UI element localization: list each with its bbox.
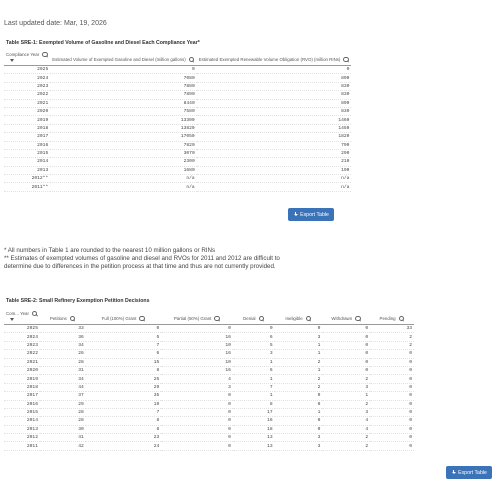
table-row — [4, 124, 351, 132]
table-row — [4, 183, 351, 191]
table-cell: 4 — [322, 425, 370, 433]
table-cell: 0 — [370, 366, 414, 374]
table-cell: 7 — [233, 383, 275, 391]
table-cell: 8 — [233, 400, 275, 408]
table-cell: 10 — [161, 341, 233, 349]
search-icon[interactable] — [139, 316, 145, 322]
table-cell: 19 — [86, 400, 162, 408]
table-cell: 1 — [322, 392, 370, 400]
table-cell: 34 — [40, 341, 86, 349]
table-cell: 15 — [86, 358, 162, 366]
table-cell: 2011 — [4, 442, 40, 450]
table-cell: 2 — [322, 442, 370, 450]
table-cell: 2 — [370, 341, 414, 349]
table-cell: 4 — [161, 375, 233, 383]
table-cell: 1 — [233, 392, 275, 400]
table-cell: 7080 — [50, 74, 197, 82]
search-icon[interactable] — [32, 311, 38, 317]
table-cell: 890 — [197, 74, 352, 82]
table-row — [4, 74, 351, 82]
table-cell: n/a — [50, 175, 197, 183]
table-cell: 13820 — [50, 124, 197, 132]
table-cell: 2 — [275, 358, 323, 366]
table-row — [4, 141, 351, 149]
table-cell: 36 — [40, 333, 86, 341]
table-cell: 7 — [86, 408, 162, 416]
table-cell: 1 — [233, 358, 275, 366]
last-updated-date: Last updated date: Mar, 19, 2026 — [4, 20, 107, 27]
col-denial[interactable]: Denial — [233, 310, 275, 325]
table-cell: 35 — [86, 392, 162, 400]
table-cell: n/a — [197, 183, 352, 191]
table-row — [4, 442, 414, 450]
table-cell: 210 — [197, 158, 352, 166]
table-cell: 13 — [233, 442, 275, 450]
table-cell: 0 — [322, 358, 370, 366]
table2-title: Table SRE-2: Small Refinery Exemption Petition Decisions — [6, 298, 150, 304]
table-row — [4, 325, 414, 333]
table-cell: 42 — [40, 442, 86, 450]
table-cell: 3 — [161, 383, 233, 391]
table-cell: 23 — [86, 434, 162, 442]
table-row — [4, 149, 351, 157]
table-row — [4, 158, 351, 166]
sort-desc-icon[interactable] — [10, 318, 14, 321]
table-row — [4, 166, 351, 174]
table-cell: 830 — [197, 91, 352, 99]
table-cell: 2013 — [4, 166, 50, 174]
table-cell: 0 — [370, 375, 414, 383]
table-cell: 13 — [233, 434, 275, 442]
sort-desc-icon[interactable] — [10, 59, 14, 62]
table-cell: 1 — [275, 350, 323, 358]
search-icon[interactable] — [214, 316, 220, 322]
table-cell: 2023 — [4, 82, 50, 90]
table1-title: Table SRE-1: Exempted Volume of Gasoline and Diesel Each Compliance Year* — [6, 40, 200, 46]
download-icon — [293, 212, 298, 217]
table-cell: 2022 — [4, 91, 50, 99]
table-cell: 0 — [275, 417, 323, 425]
table-cell: 16 — [161, 350, 233, 358]
table-cell: 2012 — [4, 434, 40, 442]
table-cell: 2017 — [4, 133, 50, 141]
table-row — [4, 434, 414, 442]
col-compliance-year[interactable]: Com... Year — [4, 310, 40, 325]
table-cell: 28 — [40, 417, 86, 425]
col-petitions[interactable]: Petitions — [40, 310, 86, 325]
table-cell: 2 — [322, 434, 370, 442]
table-cell: 0 — [275, 392, 323, 400]
note-2: ** Estimates of exempted volumes of gasoline and diesel and RVOs for 2011 and 2012 are difficult to determine due to differences in the petition process at that time and thus are not currently provided. — [4, 255, 280, 271]
table-cell: 0 — [370, 392, 414, 400]
table-cell: 6 — [86, 350, 162, 358]
table-cell: 2 — [275, 383, 323, 391]
table-cell: 7880 — [50, 82, 197, 90]
table-cell: 2013 — [4, 425, 40, 433]
table-row — [4, 358, 414, 366]
table-cell: 1 — [275, 408, 323, 416]
table-cell: 0 — [322, 341, 370, 349]
table-row — [4, 99, 351, 107]
table-cell: 2020 — [4, 366, 40, 374]
table-cell: 2300 — [50, 158, 197, 166]
table-cell: 2024 — [4, 74, 50, 82]
table-cell: 2019 — [4, 116, 50, 124]
table-cell: 13300 — [50, 116, 197, 124]
table-cell: 16 — [233, 417, 275, 425]
table-cell: 0 — [370, 400, 414, 408]
search-icon[interactable] — [189, 57, 195, 63]
table-cell: 29 — [86, 383, 162, 391]
table-cell: 1 — [275, 366, 323, 374]
table-cell: 6 — [233, 366, 275, 374]
table-cell: 6 — [233, 333, 275, 341]
table-cell: 3 — [322, 383, 370, 391]
table-row — [4, 383, 414, 391]
col-exempted-gallons[interactable]: Estimated Volume of Exempted Gasoline and Diesel (million gallons) — [50, 51, 197, 66]
table-row — [4, 366, 414, 374]
table-cell: 1820 — [197, 133, 352, 141]
table-row — [4, 133, 351, 141]
table-row — [4, 91, 351, 99]
table-cell: 4 — [322, 417, 370, 425]
table-cell: 2 — [322, 400, 370, 408]
petition-decisions-table — [4, 310, 414, 451]
table-cell: 0 — [370, 358, 414, 366]
table-cell: 7580 — [50, 107, 197, 115]
table-cell: 0 — [322, 350, 370, 358]
table-cell: 0 — [370, 383, 414, 391]
note-1: * All numbers in Table 1 are rounded to the nearest 10 million gallons or RINs — [4, 247, 216, 254]
search-icon[interactable] — [399, 316, 405, 322]
table-cell: 2016 — [4, 141, 50, 149]
table-cell: 2021 — [4, 99, 50, 107]
table-cell: 8 — [86, 417, 162, 425]
table-cell: 5 — [233, 341, 275, 349]
table-cell: 8 — [86, 366, 162, 374]
table-cell: 190 — [197, 166, 352, 174]
table-cell: 30 — [40, 425, 86, 433]
table-row — [4, 408, 414, 416]
table-cell: 3 — [275, 442, 323, 450]
search-icon[interactable] — [42, 52, 48, 58]
table-cell: 24 — [86, 442, 162, 450]
table-cell: 34 — [40, 375, 86, 383]
table-cell: 3 — [233, 350, 275, 358]
table-cell: 8440 — [50, 99, 197, 107]
search-icon[interactable] — [306, 316, 312, 322]
table-cell: 7 — [86, 341, 162, 349]
table-cell: 2014 — [4, 417, 40, 425]
download-icon — [451, 470, 456, 475]
table-cell: 8 — [86, 425, 162, 433]
table-cell: 7820 — [50, 141, 197, 149]
table-row — [4, 107, 351, 115]
table-cell: 2014 — [4, 158, 50, 166]
table-cell: 33 — [40, 325, 86, 333]
table-cell: 1 — [233, 375, 275, 383]
table-row — [4, 417, 414, 425]
table-cell: 2022 — [4, 350, 40, 358]
table-row — [4, 333, 414, 341]
table-cell: 830 — [197, 107, 352, 115]
table-cell: 1450 — [197, 124, 352, 132]
table-cell: n/a — [50, 183, 197, 191]
table-cell: 1 — [275, 341, 323, 349]
table-cell: 17 — [233, 408, 275, 416]
table-cell: 2018 — [4, 383, 40, 391]
table-cell: 2015 — [4, 149, 50, 157]
table-cell: 2 — [370, 333, 414, 341]
col-ineligible[interactable]: Ineligible — [275, 310, 323, 325]
table-cell: 2020 — [4, 107, 50, 115]
table-row — [4, 350, 414, 358]
table-cell: 2018 — [4, 124, 50, 132]
table-cell: 16 — [161, 333, 233, 341]
table-cell: 0 — [370, 442, 414, 450]
table-cell: n/a — [197, 175, 352, 183]
table-cell: 0 — [86, 325, 162, 333]
search-icon[interactable] — [70, 316, 76, 322]
table-cell: 2021 — [4, 358, 40, 366]
search-icon[interactable] — [343, 57, 349, 63]
table-cell: 37 — [40, 392, 86, 400]
search-icon[interactable] — [259, 316, 265, 322]
col-exempted-rvo[interactable]: Estimated Exempted Renewable Volume Obligation (RVO) (million RINs) — [197, 51, 352, 66]
table-cell: 0 — [233, 325, 275, 333]
col-withdrawn[interactable]: Withdrawn — [322, 310, 370, 325]
table-cell: 7890 — [50, 91, 197, 99]
table-cell: 0 — [370, 408, 414, 416]
table-cell: 2 — [322, 375, 370, 383]
table-cell: 0 — [322, 333, 370, 341]
table-cell: 0 — [322, 325, 370, 333]
export-table-button-2[interactable]: Export Table — [446, 466, 492, 479]
export-table-button[interactable]: Export Table — [288, 208, 334, 221]
table-row — [4, 82, 351, 90]
table-cell: 0 — [197, 66, 352, 74]
table-cell: 0 — [161, 417, 233, 425]
table-row — [4, 375, 414, 383]
table-cell: 28 — [40, 358, 86, 366]
table-cell: 0 — [161, 392, 233, 400]
col-compliance-year[interactable]: Compliance Year — [4, 51, 50, 66]
table-cell: 0 — [161, 442, 233, 450]
table-cell: 0 — [161, 400, 233, 408]
col-partial-grant[interactable]: Partial (50%) Grant — [161, 310, 233, 325]
table-cell: 2019 — [4, 375, 40, 383]
table-cell: 290 — [197, 149, 352, 157]
table-cell: 3 — [275, 434, 323, 442]
table-notes — [4, 247, 294, 272]
table-cell: 2025 — [4, 66, 50, 74]
table-cell: 31 — [40, 366, 86, 374]
table-row — [4, 400, 414, 408]
table-cell: 17050 — [50, 133, 197, 141]
table-cell: 0 — [161, 434, 233, 442]
table-cell: 2012** — [4, 175, 50, 183]
table-row — [4, 66, 351, 74]
table-cell: 2011** — [4, 183, 50, 191]
table-cell: 0 — [161, 408, 233, 416]
table-row — [4, 425, 414, 433]
col-pending[interactable]: Pending — [370, 310, 414, 325]
table-cell: 10 — [161, 358, 233, 366]
table-cell: 3070 — [50, 149, 197, 157]
table-cell: 2 — [275, 375, 323, 383]
table-cell: 1680 — [50, 166, 197, 174]
table-cell: 33 — [370, 325, 414, 333]
table-cell: 0 — [370, 425, 414, 433]
table-cell: 830 — [197, 82, 352, 90]
table-cell: 0 — [161, 325, 233, 333]
table-row — [4, 175, 351, 183]
table-cell: 0 — [322, 366, 370, 374]
table-cell: 29 — [40, 400, 86, 408]
table-cell: 0 — [370, 350, 414, 358]
table-cell: 26 — [40, 350, 86, 358]
table-cell: 5 — [86, 333, 162, 341]
table-cell: 28 — [40, 408, 86, 416]
table-cell: 2017 — [4, 392, 40, 400]
table-cell: 41 — [40, 434, 86, 442]
table-row — [4, 341, 414, 349]
table-cell: 1460 — [197, 116, 352, 124]
table-row — [4, 116, 351, 124]
table-cell: 2016 — [4, 400, 40, 408]
table-cell: 0 — [161, 425, 233, 433]
table-cell: 2023 — [4, 341, 40, 349]
table-cell: 18 — [233, 425, 275, 433]
exempted-volume-table — [4, 51, 351, 192]
search-icon[interactable] — [355, 316, 361, 322]
table-row — [4, 392, 414, 400]
table-cell: 0 — [275, 425, 323, 433]
table-cell: 3 — [275, 333, 323, 341]
table-cell: 0 — [275, 400, 323, 408]
table-cell: 3 — [322, 408, 370, 416]
table-cell: 2024 — [4, 333, 40, 341]
table-cell: 790 — [197, 141, 352, 149]
table-cell: 44 — [40, 383, 86, 391]
table-cell: 2025 — [4, 325, 40, 333]
table-cell: 2015 — [4, 408, 40, 416]
col-full-grant[interactable]: Full (100%) Grant — [86, 310, 162, 325]
table-cell: 25 — [86, 375, 162, 383]
table-cell: 890 — [197, 99, 352, 107]
table-cell: 0 — [275, 325, 323, 333]
table-cell: 0 — [370, 434, 414, 442]
table-cell: 16 — [161, 366, 233, 374]
table-cell: 0 — [50, 66, 197, 74]
table-cell: 0 — [370, 417, 414, 425]
